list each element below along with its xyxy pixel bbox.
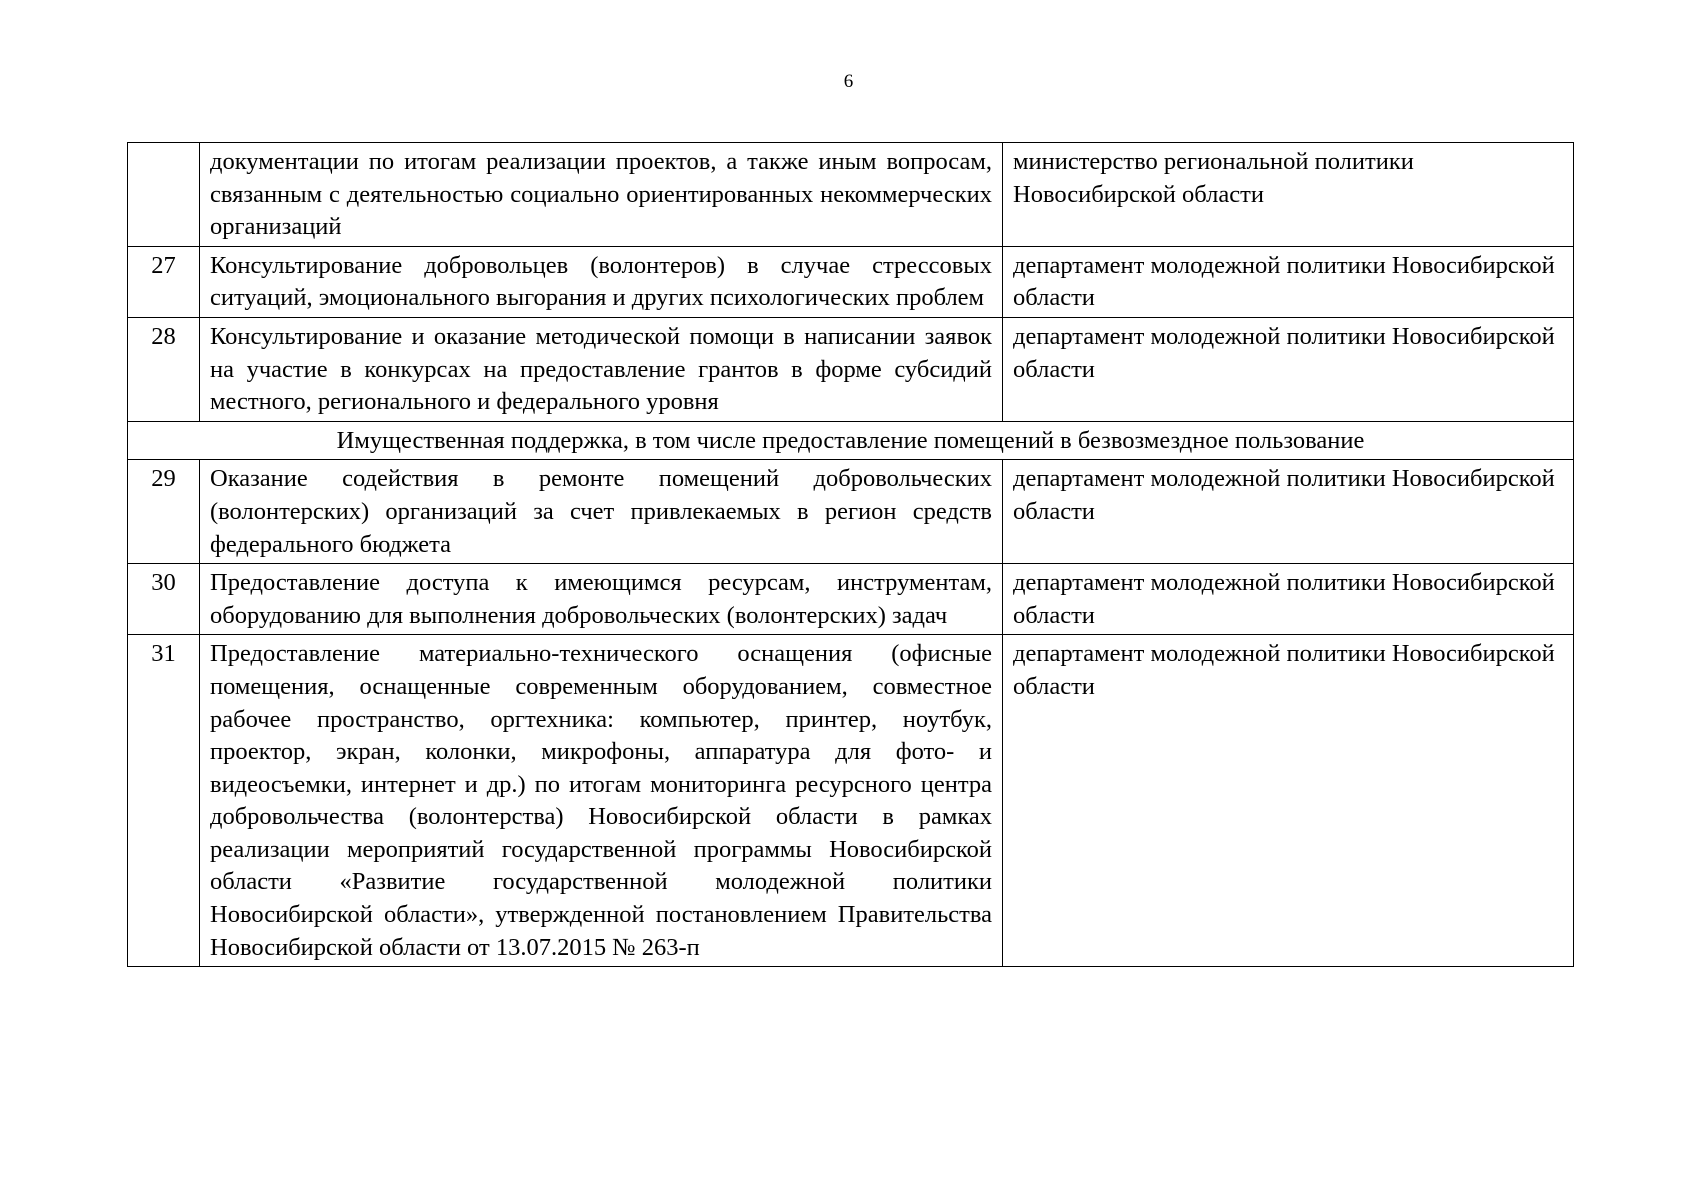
- row-description: Консультирование добровольцев (волонтеров) в случае стрессовых ситуаций, эмоционального выгорания и других психологических проблем: [200, 246, 1003, 317]
- row-number: [128, 143, 200, 247]
- table-row: [128, 317, 1574, 421]
- table-row: [128, 246, 1574, 317]
- row-description: Консультирование и оказание методической помощи в написании заявок на участие в конкурсах на предоставление грантов в форме субсидий местного, регионального и федерального уровня: [200, 317, 1003, 421]
- row-description: Предоставление доступа к имеющимся ресурсам, инструментам, оборудованию для выполнения добровольческих (волонтерских) задач: [200, 564, 1003, 635]
- row-description: документации по итогам реализации проектов, а также иным вопросам, связанным с деятельностью социально ориентированных некоммерческих организаций: [200, 143, 1003, 247]
- row-responsible: министерство региональной политики Новосибирской области: [1003, 143, 1574, 247]
- row-responsible: департамент молодежной политики Новосибирской области: [1003, 317, 1574, 421]
- row-description: Оказание содействия в ремонте помещений добровольческих (волонтерских) организаций за счет привлекаемых в регион средств федерального бюджета: [200, 460, 1003, 564]
- table-row: [128, 460, 1574, 564]
- row-responsible: департамент молодежной политики Новосибирской области: [1003, 246, 1574, 317]
- table-row: [128, 143, 1574, 247]
- row-number: 31: [128, 635, 200, 967]
- table-row: [128, 635, 1574, 967]
- row-number: 29: [128, 460, 200, 564]
- section-heading-row: [128, 421, 1574, 460]
- measures-table: [127, 142, 1574, 967]
- row-number: 30: [128, 564, 200, 635]
- row-description: Предоставление материально-технического оснащения (офисные помещения, оснащенные современным оборудованием, совместное рабочее пространство, оргтехника: компьютер, принтер, ноутбук, проектор, экран, колонки, микрофоны, аппаратура для фото- и видеосъемки, интернет и др.) по итогам мониторинга ресурсного центра добровольчества (волонтерства) Новосибирской области в рамках реализации мероприятий государственной программы Новосибирской области «Развитие государственной молодежной политики Новосибирской области», утвержденной постановлением Правительства Новосибирской области от 13.07.2015 № 263-п: [200, 635, 1003, 967]
- table-row: [128, 564, 1574, 635]
- row-responsible: департамент молодежной политики Новосибирской области: [1003, 460, 1574, 564]
- row-number: 27: [128, 246, 200, 317]
- row-number: 28: [128, 317, 200, 421]
- section-heading: Имущественная поддержка, в том числе предоставление помещений в безвозмездное пользование: [128, 421, 1574, 460]
- row-responsible: департамент молодежной политики Новосибирской области: [1003, 635, 1574, 967]
- page-number: 6: [843, 71, 854, 92]
- row-responsible: департамент молодежной политики Новосибирской области: [1003, 564, 1574, 635]
